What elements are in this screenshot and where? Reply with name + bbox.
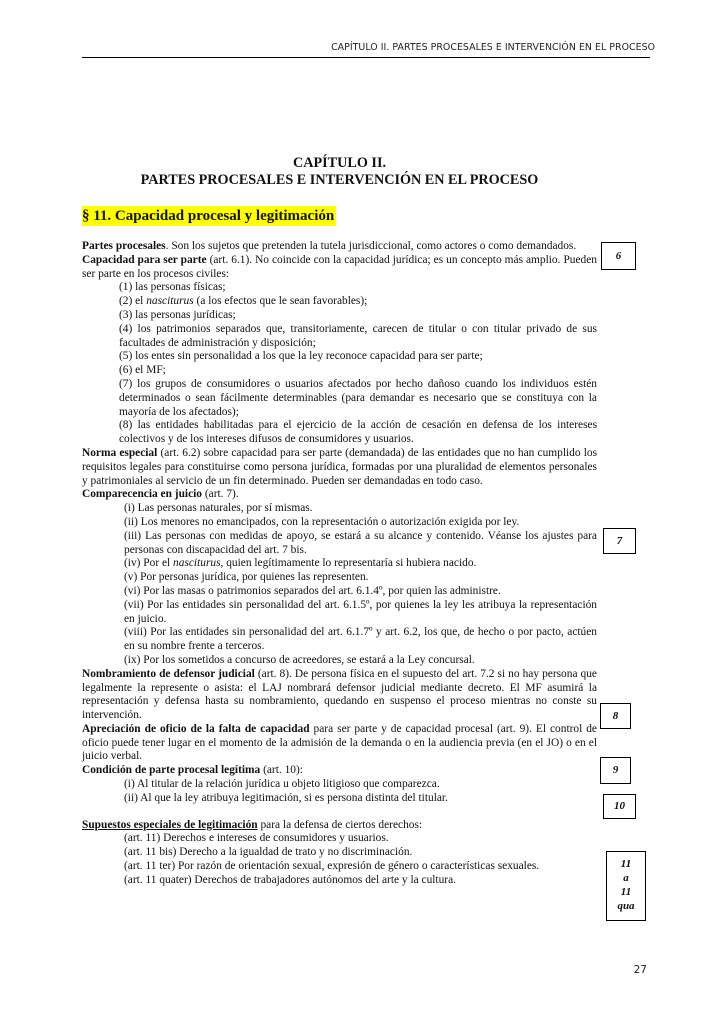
term: Nombramiento de defensor judicial (82, 667, 255, 680)
term: Norma especial (82, 446, 158, 459)
list-item: (ii) Los menores no emancipados, con la representación o autorización exigida por ley. (124, 515, 520, 528)
list-item: (4) los patrimonios separados que, transitoriamente, carecen de titular o con titular privado de sus facultades de administración y disposición; (119, 322, 597, 349)
list-item: (iv) Por el nasciturus, quien legítimamente lo representaría si hubiera nacido. (124, 557, 477, 570)
term: Partes procesales (82, 240, 166, 252)
paragraph-parte-legitima: Condición de parte procesal legítima (art. 10): (82, 764, 303, 777)
term: Comparecencia en juicio (82, 488, 203, 501)
chapter-number: CAPÍTULO II. (292, 155, 387, 171)
list-item: (2) el nasciturus (a los efectos que le sean favorables); (119, 295, 368, 308)
term: Apreciación de oficio de la falta de capacidad (82, 722, 310, 735)
paragraph-defensor-judicial: Nombramiento de defensor judicial (art. 8). De persona física en el supuesto del art. 7.2 si no hay persona que legalmente la represente o asista: el LAJ nombrará defensor judicial mediante decreto. El MF asumirá la representación y defensa hasta su nombramiento, quedando en suspenso el proceso mientras no conste su intervención. (82, 667, 597, 722)
margin-ref-9: 9 (600, 757, 631, 784)
list-item: (art. 11 ter) Por razón de orientación sexual, expresión de género o características sexuales. (124, 860, 540, 873)
paragraph-norma-especial: Norma especial (art. 6.2) sobre capacidad para ser parte (demandada) de las entidades que no han cumplido los requisitos legales para constituirse como persona jurídica, formadas por una pluralidad de elementos personales y patrimoniales al servicio de un fin determinado. Pueden ser demandadas en todo caso. (82, 446, 597, 487)
margin-ref-6: 6 (601, 242, 636, 270)
list-item: (7) los grupos de consumidores o usuarios afectados por hecho dañoso cuando los individuos estén determinados o sean fácilmente determinables (para demandar es necesario que se constituya con la mayoría de los afectados); (119, 377, 597, 418)
list-item: (5) los entes sin personalidad a los que la ley reconoce capacidad para ser parte; (119, 350, 483, 363)
page-number: 27 (633, 964, 647, 976)
list-item: (iii) Las personas con medidas de apoyo, se estará a su alcance y contenido. Véanse los ajustes para personas con discapacidad del art. 7 bis. (124, 529, 597, 556)
list-item: (1) las personas físicas; (119, 281, 226, 294)
list-item: (vi) Por las masas o patrimonios separados del art. 6.1.4º, por quien las administre. (124, 584, 501, 597)
paragraph-partes-procesales: Partes procesales. Son los sujetos que pretenden la tutela jurisdiccional, como actores o como demandados. (82, 240, 577, 252)
header-rule (82, 57, 650, 58)
list-item: (ix) Por los sometidos a concurso de acreedores, se estará a la Ley concursal. (124, 653, 475, 666)
chapter-title: PARTES PROCESALES E INTERVENCIÓN EN EL PROCESO (140, 172, 539, 188)
list-item: (art. 11) Derechos e intereses de consumidores y usuarios. (124, 832, 389, 845)
list-item: (i) Al titular de la relación jurídica u objeto litigioso que comparezca. (124, 778, 440, 791)
margin-ref-8: 8 (600, 703, 631, 729)
margin-ref-7: 7 (603, 528, 636, 554)
list-item: (viii) Por las entidades sin personalidad del art. 6.1.7º y art. 6.2, los que, de hecho o por pacto, actúen en su nombre frente a terceros. (124, 626, 597, 653)
paragraph-capacidad-parte: Capacidad para ser parte (art. 6.1). No coincide con la capacidad jurídica; es un concepto más amplio. Pueden ser parte en los procesos civiles: (82, 253, 597, 280)
paragraph-comparecencia: Comparecencia en juicio (art. 7). (82, 488, 239, 501)
body-text (82, 240, 597, 888)
term: Condición de parte procesal legítima (82, 764, 261, 777)
list-item: (i) Las personas naturales, por sí mismas. (124, 502, 313, 515)
spacer (82, 806, 597, 819)
running-header: CAPÍTULO II. PARTES PROCESALES E INTERVENCIÓN EN EL PROCESO (331, 42, 655, 53)
margin-ref-11: 11 a 11 qua (606, 851, 646, 921)
list-item: (ii) Al que la ley atribuya legitimación, si es persona distinta del titular. (124, 791, 448, 804)
section-heading: § 11. Capacidad procesal y legitimación (82, 208, 335, 224)
list-item: (3) las personas jurídicas; (119, 308, 236, 321)
list-item: (6) el MF; (119, 364, 166, 377)
paragraph-supuestos-especiales: Supuestos especiales de legitimación para la defensa de ciertos derechos: (82, 818, 423, 831)
list-item: (art. 11 bis) Derecho a la igualdad de trato y no discriminación. (124, 846, 413, 859)
list-item: (art. 11 quater) Derechos de trabajadores autónomos del arte y la cultura. (124, 873, 456, 886)
list-item: (vii) Por las entidades sin personalidad del art. 6.1.5º, por quienes la ley les atribuya la representación en juicio. (124, 598, 597, 625)
margin-ref-10: 10 (603, 794, 636, 819)
list-item: (v) Por personas jurídica, por quienes las representen. (124, 571, 369, 584)
term: Supuestos especiales de legitimación (82, 818, 258, 831)
chapter-heading (82, 155, 597, 189)
paragraph-apreciacion-oficio: Apreciación de oficio de la falta de capacidad para ser parte y de capacidad procesal (art. 9). El control de oficio puede tener lugar en el momento de la admisión de la demanda o en la audiencia previa (en el JO) o en el juicio verbal. (82, 722, 597, 763)
term: Capacidad para ser parte (82, 253, 207, 266)
list-item: (8) las entidades habilitadas para el ejercicio de la acción de cesación en defensa de los intereses colectivos y de los intereses difusos de consumidores y usuarios. (119, 419, 597, 446)
